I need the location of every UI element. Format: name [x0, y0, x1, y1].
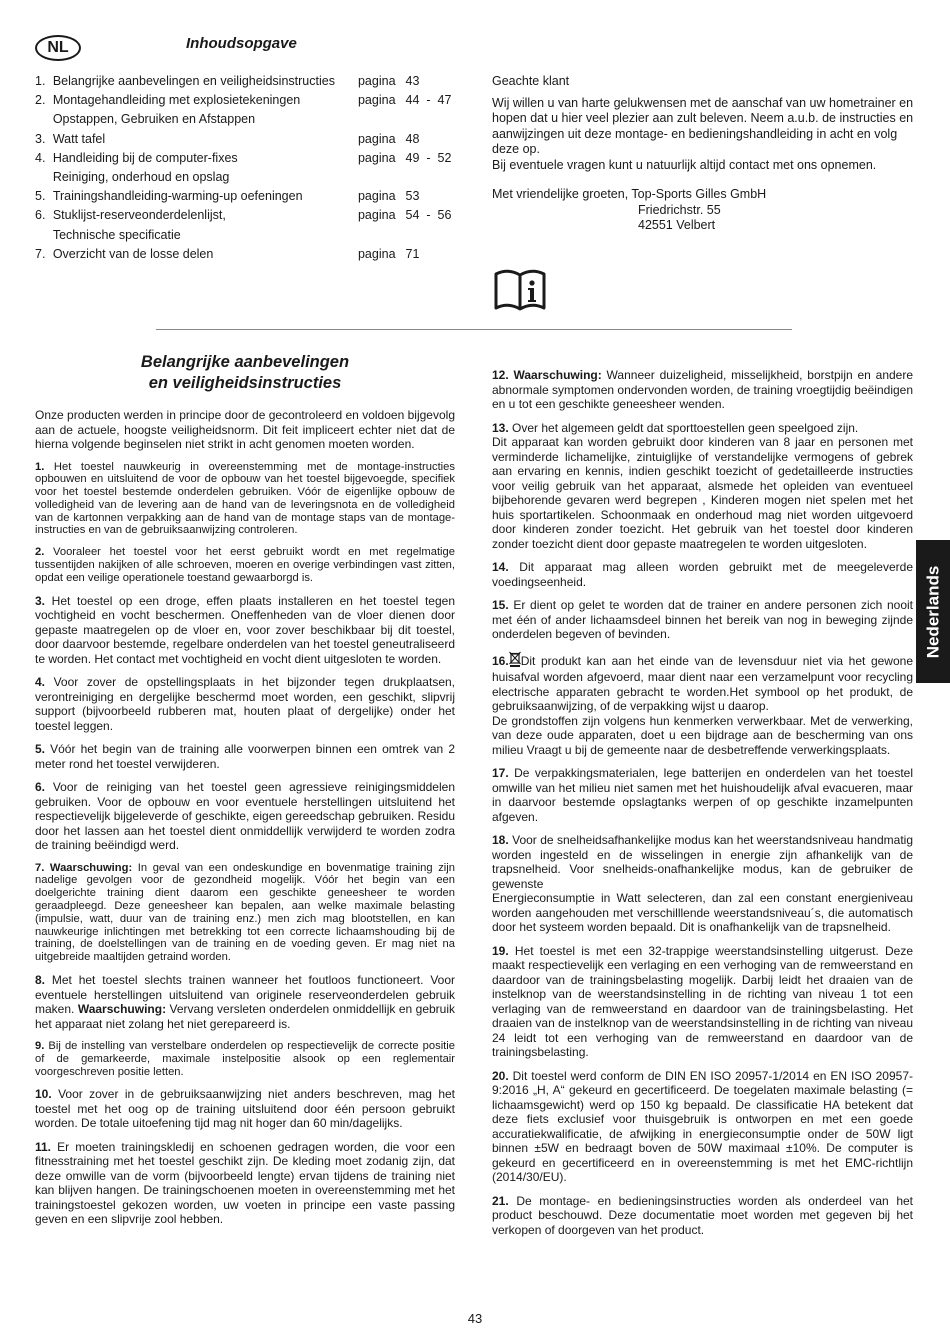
address-city: 42551 Velbert — [638, 218, 716, 232]
right-column — [492, 368, 913, 1246]
toc-label: Overzicht van de losse delen — [52, 246, 214, 261]
toc-page-num: 49 - 52 — [405, 150, 452, 165]
item-number: 20. — [492, 1068, 509, 1083]
side-tab-label: Nederlands — [923, 565, 942, 658]
item-text: De verpakkingsmaterialen, lege batterijen en onderdelen van het toestel omwille van het milieu niet samen met het huishoudelijk afval evacueren, maar in daarvoor bestemde opslagtanks werpen of op geschikte inzamelpunten afgeven. — [492, 766, 913, 824]
toc-num: 6. — [35, 208, 46, 223]
item-number: 18. — [492, 833, 509, 847]
toc-num: 2. — [35, 93, 46, 108]
item-text: Voor de reiniging van het toestel geen agressieve reinigingsmiddelen gebruiken. Voor de opbouw en voor eventuele herstellingen uitsluitend het respectievelijk bijgeleverde of geschikte, eigen gereedschap gebruiken. Residu door het lassen aan het toestel dient onmiddellijk verwijderd te worden zodra de training beëindigd werd. — [35, 780, 455, 853]
section-title-line: en veiligheidsinstructies — [148, 374, 342, 392]
toc-num: 1. — [35, 74, 46, 88]
item-text: De montage- en bedieningsinstructies worden als onderdeel van het product beschouwd. Deze documentatie moet worden met gegeven bij het verkopen of doorgeven van het product. — [492, 1193, 913, 1237]
toc-row — [35, 168, 465, 187]
item-number: 12. Waarschuwing: — [492, 368, 602, 382]
salutation: Geachte klant — [492, 74, 570, 88]
toc-page-word: pagina — [357, 150, 396, 165]
toc-page-word: pagina — [357, 74, 396, 88]
instruction-10 — [35, 1087, 455, 1131]
item-text: Dit apparaat kan worden gebruikt door kinderen van 8 jaar en personen met verminderde lichamelijke, zintuiglijke of verstandelijke vermogens of gebrek aan ervaring en kennis, indien geschikt toezicht of gedetailleerde instructies voor veilig gebruik van het apparaat, alsmede het opleiden van eventueel bijbehorende gevaren werd begrepen , Kinderen mogen niet spelen met het huis sportartikelen. Schoonmaak en onderhoud mag niet worden uitgevoerd door kinderen zonder toezicht. Het gebruik van het toestel door kinderen zonder toezicht dient door gepaste maatregelen te worden uitgesloten. — [492, 435, 913, 551]
instruction-11 — [35, 1140, 455, 1227]
table-of-contents — [35, 72, 465, 264]
item-number: 1. — [35, 460, 45, 473]
item-number: 15. — [492, 598, 509, 612]
item-number: 16. — [492, 653, 509, 668]
item-text: Voor zover de opstellingsplaats in het bijzonder tegen drukplaatsen, verontreiniging en dergelijke beschermd moet worden, een geschikt, slipvrij support (bijvoorbeeld rubberen mat, houten plaat of dergelijke) onder het toestel leggen. — [35, 675, 455, 733]
item-text: Met het toestel slechts trainen wanneer het foutloos functioneert. Voor eventuele herstellingen uitsluitend van originele reserveonderdelen gebruik maken. — [35, 973, 455, 1017]
toc-page-num — [406, 168, 465, 187]
toc-num: 5. — [35, 189, 46, 204]
toc-label: Opstappen, Gebruiken en Afstappen — [52, 112, 256, 127]
greeting-letter — [492, 74, 914, 234]
toc-page-num: 54 - 56 — [405, 208, 452, 223]
item-text: Voor zover in de gebruiksaanwijzing niet anders beschreven, mag het toestel met het oog op de training uitsluitend door één persoon gebruikt worden. De totale uitoefening tijd mag nit hoger dan 60 min/dagelijks. — [35, 1087, 455, 1131]
instruction-19 — [492, 944, 913, 1060]
item-number: 6. — [35, 780, 46, 795]
closing: Met vriendelijke groeten, Top-Sports Gilles GmbH — [492, 187, 767, 201]
item-number: 14. — [492, 560, 509, 574]
toc-page-word: pagina — [357, 189, 396, 204]
toc-num — [35, 226, 53, 245]
item-number: 13. — [492, 420, 509, 435]
toc-row — [35, 245, 465, 264]
toc-num: 7. — [35, 246, 46, 261]
item-text: Dit produkt kan aan het einde van de levensduur niet via het gewone huisafval worden afgevoerd, maar dient naar een verzamelpunt voor recycling electrische apparaten gebracht te worden.Het symbool op het produkt, de gebruiksaanwijzing, of de verpakking wijst u daarop. — [492, 653, 913, 713]
instruction-18 — [492, 833, 913, 935]
instruction-12 — [492, 368, 913, 412]
toc-page-word: pagina — [357, 93, 396, 108]
toc-page-num: 44 - 47 — [405, 93, 452, 108]
toc-page-num — [406, 110, 465, 129]
item-text: Er moeten trainingskledij en schoenen gedragen worden, die voor een fitnesstraining met het toestel geschikt zijn. De kleding moet zodanig zijn, dat deze omwille van de vorm (bijvoorbeeld lengte) ervan tijdens de training niet kan blijven hangen. De trainingschoenen moeten in overeenstemming met het trainingstoestel gekozen worden, uw voeten in principe een vaste passing geven en een slipvrije zool hebben. — [35, 1139, 455, 1227]
item-text: In geval van een ondeskundige en bovenmatige training zijn nadelige gevolgen voor de gezondheid mogelijk. Vóór het begin van een doelgerichte training dient daarom een geschikte geneesheer te worden geraadpleegd. Deze geneesheer kan bepalen, aan welke maximale belasting (impulsie, watt, duur van de training enz.) men zich mag blootstellen, en kan nauwkeurige inlichtingen met betrekking tot een correcte lichaamshouding bij de training, de doelstellingen van de training en de voeding geven. Er mag niet na uitgebreide maaltijden getraind worden. — [35, 861, 455, 964]
item-number: 3. — [35, 593, 46, 608]
toc-row — [35, 187, 465, 206]
left-column — [35, 408, 455, 1236]
page-number: 43 — [467, 1311, 483, 1326]
crossed-bin-icon — [509, 651, 521, 671]
toc-row — [35, 226, 465, 245]
toc-row — [35, 206, 465, 225]
instruction-7 — [35, 862, 455, 964]
item-text: Het toestel nauwkeurig in overeenstemming met de montage-instructies opbouwen en uitsluitend de voor de opbouw van het toestel bijgevoegde, specifiek voor het toestel bestemde onderdelen gebruiken. Vóór de eigenlijke opbouw de volledigheid van de levering aan de hand van de leveringsnota en de volledigheid van de kartonnen verpakking aan de hand van de montage staps van de montage-instructies en van de gebruiksaanwijzing controleren. — [35, 460, 455, 537]
item-number: 5. — [35, 742, 46, 757]
toc-row — [35, 130, 465, 149]
toc-num — [35, 110, 53, 129]
item-text: Energieconsumptie in Watt selecteren, dan zal een constant energieniveau worden aangehouden met verschilllende weerstandsniveau´s, die automatisch door het systeem worden bepaald. Dit is onafhankelijk van de trapsnelheid. — [492, 891, 913, 934]
greeting-paragraph: Wij willen u van harte gelukwensen met de aanschaf van uw hometrainer en hopen dat u hier veel plezier aan zult beleven. Neem a.u.b. de instructies en aanwijzingen uit deze montage- en bedieningshandleiding in acht en volg deze op. — [492, 95, 914, 156]
language-badge: NL — [35, 35, 81, 61]
toc-label: Reiniging, onderhoud en opslag — [52, 169, 230, 184]
warning-label: Waarschuwing: — [77, 1002, 167, 1017]
toc-num — [35, 168, 53, 187]
item-text: Voor de snelheidsafhankelijke modus kan het weerstandsniveau handmatig worden ingesteld en de wisselingen in energie zijn afhankelijk van de trapsnelheid. Voor snelheids-onafhankelijke modus, kan de gebruiker de gewenste — [492, 833, 913, 891]
language-side-tab — [916, 540, 950, 683]
toc-page-word — [358, 110, 406, 129]
toc-page-word — [358, 226, 406, 245]
item-number: 9. — [35, 1040, 45, 1053]
instruction-2 — [35, 546, 455, 584]
instruction-8 — [35, 973, 455, 1031]
toc-label: Stuklijst-reserveonderdelenlijst, — [52, 208, 226, 223]
item-text: Vooraleer het toestel voor het eerst gebruikt wordt en met regelmatige tussentijden nakijken of alle schroeven, moeren en overige verbindingen vast zitten, opdat een veilige operationele toestand gewaarborgd is. — [35, 546, 455, 584]
greeting-paragraph: Bij eventuele vragen kunt u natuurlijk altijd contact met ons opnemen. — [492, 157, 877, 172]
toc-page-word — [358, 168, 406, 187]
toc-page-word: pagina — [357, 208, 396, 223]
instruction-14 — [492, 560, 913, 589]
item-text: Bij de instelling van verstelbare onderdelen op respectievelijk de correcte positie of de gemarkeerde, maximale instelpositie alsook op een reglementair voorgeschreven positie letten. — [35, 1040, 455, 1078]
toc-page-num: 71 — [405, 246, 420, 261]
toc-page-word: pagina — [357, 131, 396, 146]
toc-row — [35, 149, 465, 168]
toc-num: 4. — [35, 150, 46, 165]
toc-page-num: 43 — [405, 74, 420, 88]
item-text: Dit toestel werd conform de DIN EN ISO 20957-1/2014 en EN ISO 20957-9:2016 „H, A“ gekeurd en gecertificeerd. De toegelaten maximale belasting (= lichaamsgewicht) werd op 150 kg bepaald. De classificatie HA betekent dat deze fiets exclusief voor thuisgebruik is ontworpen en met een goede accuratiekwalificatie, de afwijking in energieconsumptie onder de 50W ligt binnen ±5W en bedraagt boven de 50W maximaal ±10%. De computer is gekeurd en gecertificeerd en in overeenstemming is met het EMC-richtlijn (2014/30/EU). — [492, 1068, 913, 1184]
item-number: 10. — [35, 1087, 52, 1102]
item-text: Het toestel is met een 32-trappige weerstandsinstelling uitgerust. Deze maakt respectievelijk een verlaging en een verhoging van de remweerstand en daardoor van de trainingsbelasting mogelijk. Darbij leidt het draaien van de instelknop van de weerstandsinstelling in de richting van niveau 1 tot een verlaging van de remweerstand en daardoor van de trainingsbelasting. Het draaien van de instelknop van de weerstandsinstelling in de richting van niveau 24 leidt tot een verhoging van de remweerstand en daardoor van de trainingsbelasting. — [492, 943, 913, 1059]
item-text: Het toestel op een droge, effen plaats installeren en het toestel tegen vochtigheid en vocht beschermen. Oneffenheden van de vloer dienen door gepaste maatregelen op de vloer en, voor zover beschikbaar bij dit toestel, door daarvoor bestemde, regelbare onderdelen van het toestel geneutraliseerd te worden. Het contact met vochtigheid en vocht dient uitgesloten te worden. — [35, 593, 455, 666]
toc-label: Belangrijke aanbevelingen en veiligheidsinstructies — [52, 74, 335, 88]
toc-row — [35, 91, 465, 110]
item-text: Wanneer duizeligheid, misselijkheid, borstpijn en andere abnormale symptomen ondervonden worden, de training vroegtijdig beëindigen en u tot een geschikte geneesheer wenden. — [492, 368, 914, 411]
item-text: Dit apparaat mag alleen worden gebruikt met de meegeleverde voedingseenheid. — [492, 560, 913, 589]
item-number: 21. — [492, 1193, 509, 1208]
toc-label: Handleiding bij de computer-fixes — [52, 150, 238, 165]
item-number: 2. — [35, 546, 45, 559]
toc-label: Montagehandleiding met explosietekeningen — [52, 93, 301, 108]
section-title — [35, 352, 455, 394]
instruction-3 — [35, 594, 455, 667]
instruction-16 — [492, 651, 913, 758]
toc-row — [35, 110, 465, 129]
item-text: Er dient op gelet te worden dat de trainer en andere personen zich nooit met één of ander lichaamsdeel binnen het bereik van nog in beweging zijnde onderdelen begeven of bevinden. — [492, 598, 913, 641]
toc-page-num — [406, 226, 465, 245]
section-title-line: Belangrijke aanbevelingen — [140, 353, 350, 371]
instruction-5 — [35, 742, 455, 771]
item-number: 19. — [492, 943, 509, 958]
toc-page-num: 48 — [405, 131, 420, 146]
divider — [156, 329, 792, 330]
instruction-13 — [492, 421, 913, 552]
toc-title: Inhoudsopgave — [186, 35, 297, 52]
item-text: Vervang versleten onderdelen onmiddellijk en gebruik het apparaat niet zolang het niet gerepareerd is. — [35, 1002, 456, 1031]
intro-paragraph: Onze producten werden in principe door de gecontroleerd en voldoen bijgevolg aan de actuele, hoogste veiligheidsnorm. Dit feit impliceert echter niet dat de hierna volgende beginselen niet strikt in acht genomen moeten worden. — [35, 408, 455, 451]
instruction-4 — [35, 675, 455, 733]
item-number: 8. — [35, 973, 46, 988]
toc-num: 3. — [35, 131, 46, 146]
toc-label: Trainingshandleiding-warming-up oefeningen — [52, 189, 303, 204]
toc-page-num: 53 — [405, 189, 420, 204]
item-text: Over het algemeen geldt dat sporttoestellen geen speelgoed zijn. — [508, 420, 859, 435]
toc-label: Watt tafel — [52, 131, 106, 146]
item-text: Vóór het begin van de training alle voorwerpen binnen een omtrek van 2 meter rond het toestel verwijderen. — [35, 742, 455, 771]
instruction-6 — [35, 780, 455, 853]
address-street: Friedrichstr. 55 — [638, 202, 721, 217]
item-number: 17. — [492, 766, 509, 780]
instruction-9 — [35, 1040, 455, 1078]
instruction-20 — [492, 1069, 913, 1185]
instruction-15 — [492, 598, 913, 642]
item-number: 4. — [35, 675, 46, 690]
manual-info-icon — [494, 268, 546, 317]
item-number: 11. — [35, 1139, 52, 1154]
instruction-17 — [492, 766, 913, 824]
toc-page-word: pagina — [357, 246, 396, 261]
item-number: 7. Waarschuwing: — [35, 861, 133, 874]
instruction-1 — [35, 461, 455, 538]
instruction-21 — [492, 1194, 913, 1238]
toc-row — [35, 72, 465, 91]
item-text: De grondstoffen zijn volgens hun kenmerken verwerkbaar. Met de verwerking, van deze oude apparaten, doet u een bijdrage aan de bescherming van ons milieu Vraagt u bij de gemeente naar de desbetreffende verwerkingsplaats. — [492, 713, 913, 757]
toc-label: Technische specificatie — [52, 227, 181, 242]
